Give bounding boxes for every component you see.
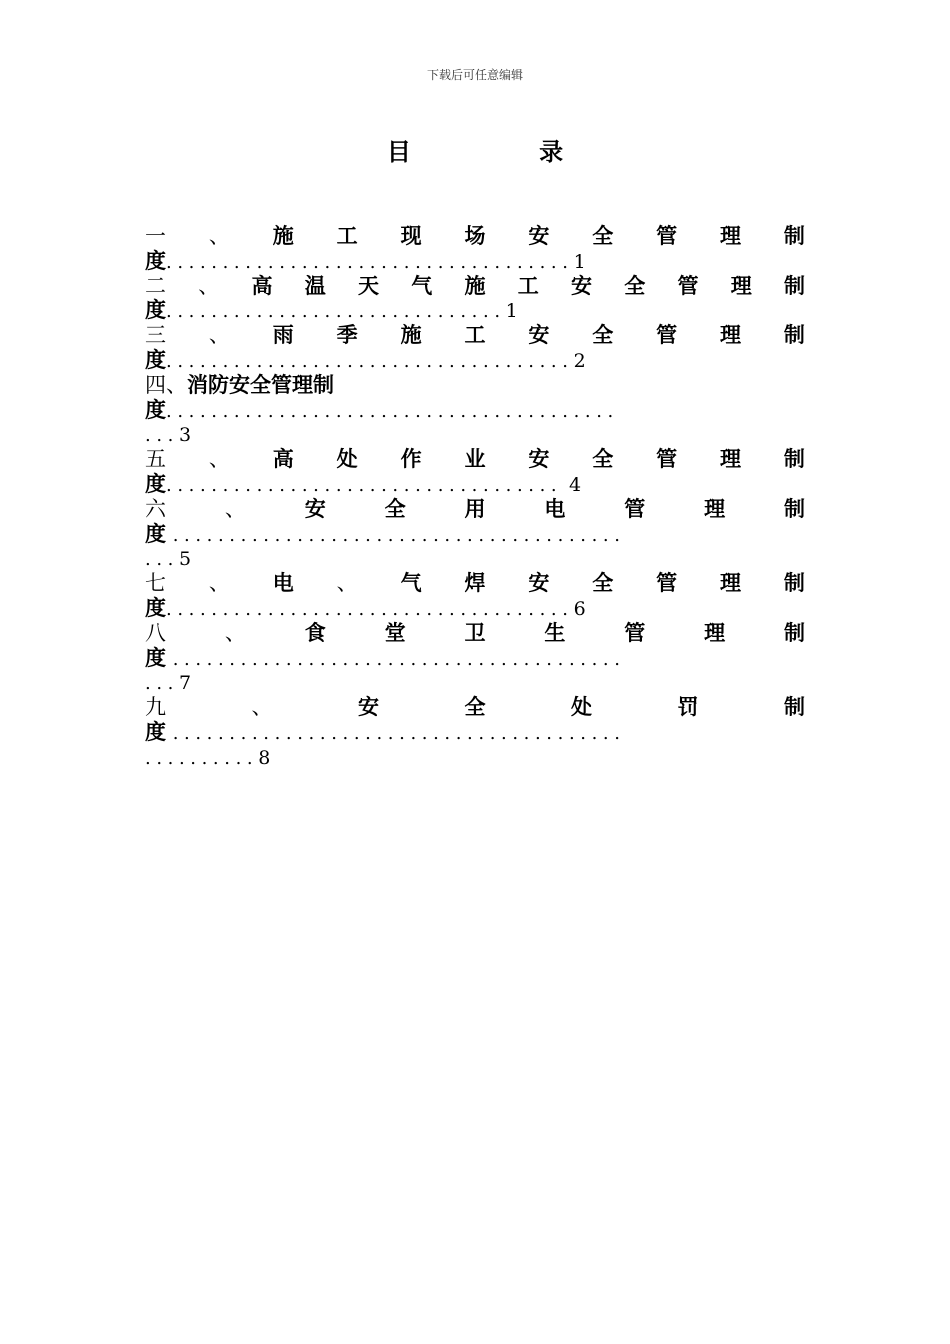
- toc-entry-char: 管: [624, 496, 646, 521]
- toc-entry-number: 七: [145, 571, 166, 596]
- toc-entry-3-line-1[interactable]: [145, 323, 805, 348]
- toc-entry-2-line-1[interactable]: [145, 274, 805, 299]
- toc-entry-char: 制: [784, 695, 805, 720]
- toc-entry-tail: 度: [145, 248, 166, 273]
- toc-entry-tail: 度: [145, 397, 166, 422]
- toc-page-number: 2: [573, 349, 586, 372]
- toc-entry-char: 温: [304, 273, 326, 298]
- toc-entry-title: 消防安全管理制: [187, 372, 334, 397]
- toc-entry-char: 管: [656, 224, 678, 248]
- toc-entry-char: 制: [783, 447, 805, 472]
- toc-leader-dots: ..............................: [166, 301, 506, 323]
- toc-entry-separator: 、: [208, 447, 230, 472]
- toc-leader-dots: ....................................: [166, 598, 574, 620]
- toc-page-number: 5: [178, 548, 192, 571]
- toc-entry-char: 工: [517, 273, 539, 298]
- toc-entry-char: 现: [400, 224, 422, 248]
- toc-entry-separator: 、: [208, 224, 230, 248]
- toc-entry-char: 罚: [677, 695, 699, 720]
- toc-entry-char: 管: [656, 571, 678, 596]
- toc-page-number: 6: [573, 597, 586, 620]
- toc-entry-char: 全: [592, 447, 614, 472]
- toc-entry-char: 安: [528, 323, 550, 348]
- toc-entry-6-line-2[interactable]: [145, 522, 805, 547]
- toc-entry-4-line-2[interactable]: [145, 398, 805, 423]
- toc-entry-tail: 度: [145, 595, 166, 620]
- toc-leader-dots: ........................................: [166, 400, 619, 422]
- toc-entry-char: 理: [720, 323, 742, 348]
- page-header: 下载后可任意编辑: [426, 68, 523, 82]
- toc-leader-dots: ........................................: [172, 524, 626, 546]
- toc-entry-char: 季: [336, 323, 358, 348]
- table-of-contents: [145, 224, 805, 770]
- toc-entry-char: 制: [783, 571, 805, 596]
- toc-entry-char: 工: [336, 224, 358, 248]
- toc-entry-number: 一: [145, 224, 166, 248]
- toc-entry-separator: 、: [251, 695, 273, 720]
- toc-entry-7-line-1[interactable]: [145, 571, 805, 596]
- page-title: 目 录: [386, 138, 624, 166]
- toc-leader-dots: ...: [145, 549, 179, 571]
- toc-leader-dots: ....................................: [166, 251, 574, 273]
- toc-entry-char: 安: [528, 224, 550, 248]
- toc-entry-char: 制: [784, 496, 805, 521]
- toc-entry-5-line-2[interactable]: [145, 472, 805, 497]
- toc-entry-char: 管: [656, 323, 678, 348]
- toc-entry-4-line-3[interactable]: [145, 422, 805, 447]
- toc-entry-char: 全: [592, 224, 614, 248]
- toc-entry-char: 管: [624, 620, 646, 645]
- toc-leader-dots: ...: [145, 673, 179, 695]
- toc-entry-6-line-1[interactable]: [145, 497, 805, 522]
- toc-entry-separator: 、: [198, 273, 220, 298]
- toc-entry-char: 理: [720, 447, 742, 472]
- toc-entry-char: 理: [720, 571, 742, 596]
- toc-entry-number: 八: [145, 620, 166, 645]
- toc-entry-separator: 、: [224, 620, 246, 645]
- toc-entry-char: 气: [411, 273, 433, 298]
- toc-entry-char: 制: [783, 323, 805, 348]
- toc-leader-dots: ...: [145, 425, 179, 447]
- toc-entry-char: 全: [592, 323, 614, 348]
- toc-entry-number: 三: [145, 323, 166, 348]
- toc-entry-char: 场: [464, 224, 486, 248]
- toc-entry-char: 全: [384, 496, 406, 521]
- toc-entry-char: 施: [272, 224, 294, 248]
- toc-leader-dots: ........................................: [172, 648, 626, 670]
- toc-entry-1-line-1[interactable]: [145, 224, 805, 249]
- toc-entry-8-line-3[interactable]: [145, 670, 805, 695]
- toc-entry-char: 全: [464, 695, 486, 720]
- toc-entry-char: 安: [528, 447, 550, 472]
- toc-entry-char: 处: [336, 447, 358, 472]
- toc-entry-char: 、: [336, 571, 358, 596]
- toc-entry-char: 理: [704, 496, 726, 521]
- toc-entry-number: 九: [145, 695, 166, 720]
- toc-entry-char: 气: [400, 571, 422, 596]
- toc-entry-char: 管: [656, 447, 678, 472]
- toc-page-number: 4: [568, 473, 582, 496]
- toc-entry-char: 全: [624, 273, 646, 298]
- toc-entry-char: 卫: [464, 620, 486, 645]
- toc-entry-char: 堂: [384, 620, 406, 645]
- toc-entry-char: 安: [528, 571, 550, 596]
- toc-entry-char: 焊: [464, 571, 486, 596]
- toc-entry-6-line-3[interactable]: [145, 546, 805, 571]
- toc-entry-separator: 、: [208, 323, 230, 348]
- toc-entry-number: 五: [145, 447, 166, 472]
- toc-entry-char: 施: [400, 323, 422, 348]
- toc-entry-tail: 度: [145, 521, 166, 546]
- toc-entry-char: 安: [304, 496, 326, 521]
- toc-entry-3-line-2[interactable]: [145, 348, 805, 373]
- toc-page-number: 8: [258, 746, 271, 769]
- toc-entry-number: 六: [145, 496, 166, 521]
- toc-entry-separator: 、: [166, 372, 187, 397]
- toc-entry-char: 施: [464, 273, 486, 298]
- toc-entry-char: 天: [358, 273, 379, 298]
- toc-entry-7-line-2[interactable]: [145, 596, 805, 621]
- toc-page-number: 1: [505, 300, 518, 323]
- toc-entry-char: 高: [251, 273, 273, 298]
- toc-entry-char: 雨: [272, 323, 294, 348]
- toc-entry-8-line-1[interactable]: [145, 621, 805, 646]
- toc-leader-dots: ....................................: [166, 350, 574, 372]
- toc-entry-number: 四: [145, 372, 166, 397]
- toc-page-number: 3: [178, 424, 192, 447]
- toc-entry-separator: 、: [208, 571, 230, 596]
- toc-entry-9-line-2[interactable]: [145, 720, 805, 745]
- toc-entry-char: 管: [677, 273, 699, 298]
- toc-entry-5-line-1[interactable]: [145, 447, 805, 472]
- toc-entry-number: 二: [145, 273, 166, 298]
- toc-leader-dots: ........................................: [172, 722, 626, 744]
- toc-page-number: 1: [573, 250, 586, 273]
- toc-entry-tail: 度: [145, 298, 166, 323]
- toc-entry-4-line-1[interactable]: [145, 373, 805, 398]
- toc-entry-char: 电: [272, 571, 294, 596]
- toc-entry-2-line-2[interactable]: [145, 298, 805, 323]
- toc-page-number: 7: [178, 672, 192, 695]
- toc-entry-tail: 度: [145, 719, 166, 744]
- toc-entry-separator: 、: [224, 496, 246, 521]
- toc-entry-char: 高: [272, 447, 294, 472]
- toc-entry-char: 安: [571, 273, 592, 298]
- toc-entry-char: 制: [783, 224, 805, 248]
- toc-entry-char: 电: [544, 496, 566, 521]
- toc-entry-char: 制: [784, 273, 805, 298]
- toc-entry-char: 用: [464, 496, 486, 521]
- toc-entry-char: 工: [464, 323, 486, 348]
- toc-entry-char: 处: [571, 695, 592, 720]
- toc-entry-char: 制: [784, 620, 805, 645]
- toc-entry-char: 作: [400, 447, 422, 472]
- toc-entry-char: 理: [704, 620, 726, 645]
- toc-entry-char: 安: [358, 695, 379, 720]
- toc-entry-char: 业: [464, 447, 486, 472]
- toc-entry-8-line-2[interactable]: [145, 646, 805, 671]
- toc-entry-tail: 度: [145, 645, 166, 670]
- toc-entry-tail: 度: [145, 347, 166, 372]
- toc-entry-char: 理: [730, 273, 752, 298]
- toc-entry-tail: 度: [145, 471, 166, 496]
- toc-entry-9-line-1[interactable]: [145, 695, 805, 720]
- toc-entry-char: 生: [544, 620, 566, 645]
- toc-entry-char: 全: [592, 571, 614, 596]
- toc-leader-dots: ..........: [145, 747, 259, 769]
- toc-entry-char: 理: [720, 224, 742, 248]
- toc-entry-1-line-2[interactable]: [145, 249, 805, 274]
- toc-leader-dots: ...................................: [166, 474, 563, 496]
- toc-entry-char: 食: [304, 620, 326, 645]
- toc-entry-9-line-3[interactable]: [145, 745, 805, 770]
